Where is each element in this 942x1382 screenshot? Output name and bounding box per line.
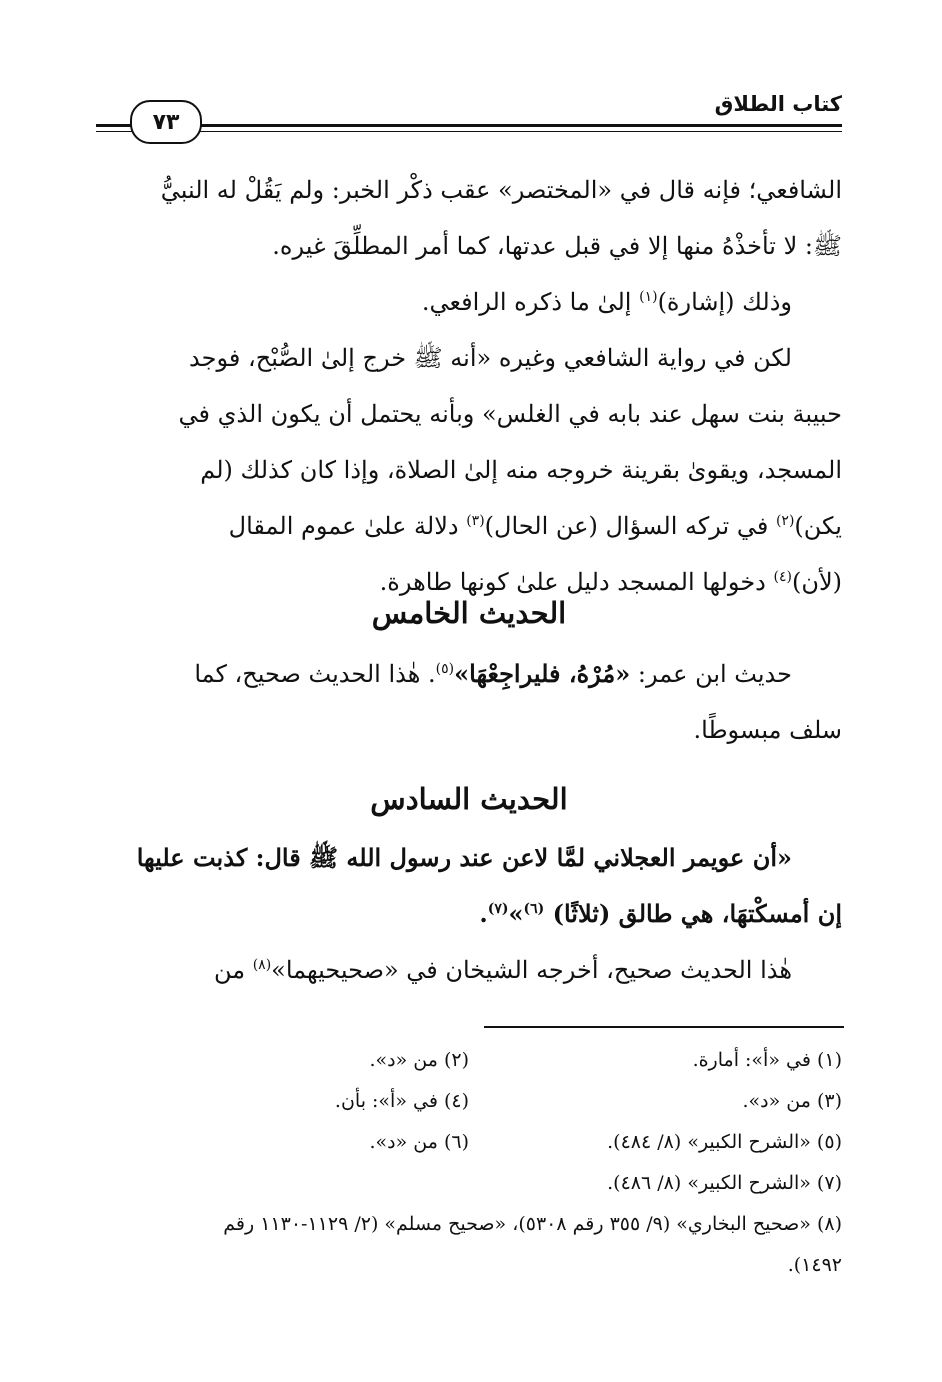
footnote-6: (٦) من «د». bbox=[369, 1131, 469, 1153]
text-run: . bbox=[479, 899, 488, 928]
footnote-ref[interactable]: (٨) bbox=[252, 957, 272, 973]
text-run: دلالة علىٰ عموم المقال bbox=[228, 512, 467, 540]
paragraph-2 bbox=[96, 274, 842, 330]
header-rule-thick bbox=[96, 124, 842, 127]
paragraph-1 bbox=[96, 162, 842, 274]
footnote-empty bbox=[96, 1163, 469, 1204]
footnote-ref[interactable]: (٤) bbox=[773, 569, 792, 585]
footnote-8 bbox=[96, 1204, 842, 1286]
text-run: يكن) bbox=[794, 512, 842, 540]
text-run: في تركه السؤال (عن الحال) bbox=[484, 512, 776, 540]
text-run: دخولها المسجد دليل علىٰ كونها طاهرة. bbox=[379, 568, 774, 596]
footnote-row bbox=[96, 1163, 842, 1204]
line: سلف مبسوطًا. bbox=[693, 716, 842, 744]
line: ١٤٩٢). bbox=[787, 1254, 842, 1276]
line: الشافعي؛ فإنه قال في «المختصر» عقب ذكْر الخبر: ولم يَقُلْ له النبيُّ bbox=[160, 176, 842, 204]
footnote-ref[interactable]: (٣) bbox=[466, 513, 485, 529]
text-run: من bbox=[213, 956, 253, 984]
line: ﷺ: لا تأخذْهُ منها إلا في قبل عدتها، كما أمر المطلِّقَ غيره. bbox=[272, 232, 842, 260]
text-run: (لأن) bbox=[791, 568, 842, 596]
hadith-6-quote bbox=[96, 830, 842, 886]
text-run: إن أمسكْتهَا، هي طالق (ثلاثًا) bbox=[544, 899, 842, 928]
page-number-badge: ٧٣ bbox=[130, 100, 202, 144]
line: حبيبة بنت سهل عند بابه في الغلس» وبأنه يحتمل أن يكون الذي في bbox=[178, 400, 842, 428]
paragraph-hadith-6-comment bbox=[96, 942, 842, 998]
footnote-2: (٢) من «د». bbox=[369, 1049, 469, 1071]
footnote-3: (٣) من «د». bbox=[742, 1090, 842, 1112]
footnote-ref[interactable]: (٧) bbox=[487, 901, 509, 917]
chapter-title: كتاب الطلاق bbox=[714, 92, 842, 116]
text-run: وذلك (إشارة) bbox=[657, 288, 792, 316]
heading-hadith-6: الحديث السادس bbox=[370, 782, 568, 816]
footnote-row bbox=[96, 1122, 842, 1163]
footnote-row bbox=[96, 1081, 842, 1122]
text-run: إلىٰ ما ذكره الرافعي. bbox=[421, 288, 640, 316]
footnote-4: (٤) في «أ»: بأن. bbox=[334, 1090, 469, 1112]
section-5-text bbox=[96, 646, 842, 758]
hadith-6-quote-cont bbox=[96, 886, 842, 942]
line: «أن عويمر العجلاني لمَّا لاعن عند رسول الله ﷺ قال: كذبت عليها bbox=[136, 843, 792, 872]
page-header bbox=[94, 92, 842, 134]
section-1-text bbox=[96, 162, 842, 610]
footnote-ref[interactable]: (٥) bbox=[435, 661, 455, 677]
footnotes bbox=[96, 1040, 842, 1286]
header-rule-thin bbox=[96, 131, 842, 132]
footnote-1: (١) في «أ»: أمارة. bbox=[692, 1049, 842, 1071]
section-6-text bbox=[96, 830, 842, 998]
paragraph-hadith-5 bbox=[96, 646, 842, 758]
footnote-7: (٧) «الشرح الكبير» (٨/ ٤٨٦). bbox=[607, 1172, 842, 1194]
paragraph-3 bbox=[96, 330, 842, 610]
footnote-row bbox=[96, 1040, 842, 1081]
heading-hadith-5: الحديث الخامس bbox=[371, 596, 567, 630]
footnote-5: (٥) «الشرح الكبير» (٨/ ٤٨٤). bbox=[607, 1131, 842, 1153]
text-run: هٰذا الحديث صحيح، أخرجه الشيخان في «صحيحيهما» bbox=[271, 956, 792, 984]
footnote-ref[interactable]: (١) bbox=[639, 289, 658, 305]
text-run: . هٰذا الحديث صحيح، كما bbox=[194, 660, 436, 688]
hadith-quote: «مُرْهُ، فليراجِعْهَا» bbox=[454, 659, 631, 688]
line: (٨) «صحيح البخاري» (٩/ ٣٥٥ رقم ٥٣٠٨)، «صحيح مسلم» (٢/ ١١٢٩-١١٣٠ رقم bbox=[223, 1213, 842, 1235]
footnote-ref[interactable]: (٢) bbox=[775, 513, 795, 529]
footnote-ref[interactable]: (٦) bbox=[523, 901, 545, 917]
text-run: حديث ابن عمر: bbox=[630, 660, 792, 688]
line: لكن في رواية الشافعي وغيره «أنه ﷺ خرج إلىٰ الصُّبْح، فوجد bbox=[189, 344, 792, 372]
footnote-separator bbox=[484, 1026, 844, 1028]
text-run: » bbox=[508, 899, 524, 928]
line: المسجد، ويقوىٰ بقرينة خروجه منه إلىٰ الصلاة، وإذا كان كذلك (لم bbox=[200, 456, 842, 484]
